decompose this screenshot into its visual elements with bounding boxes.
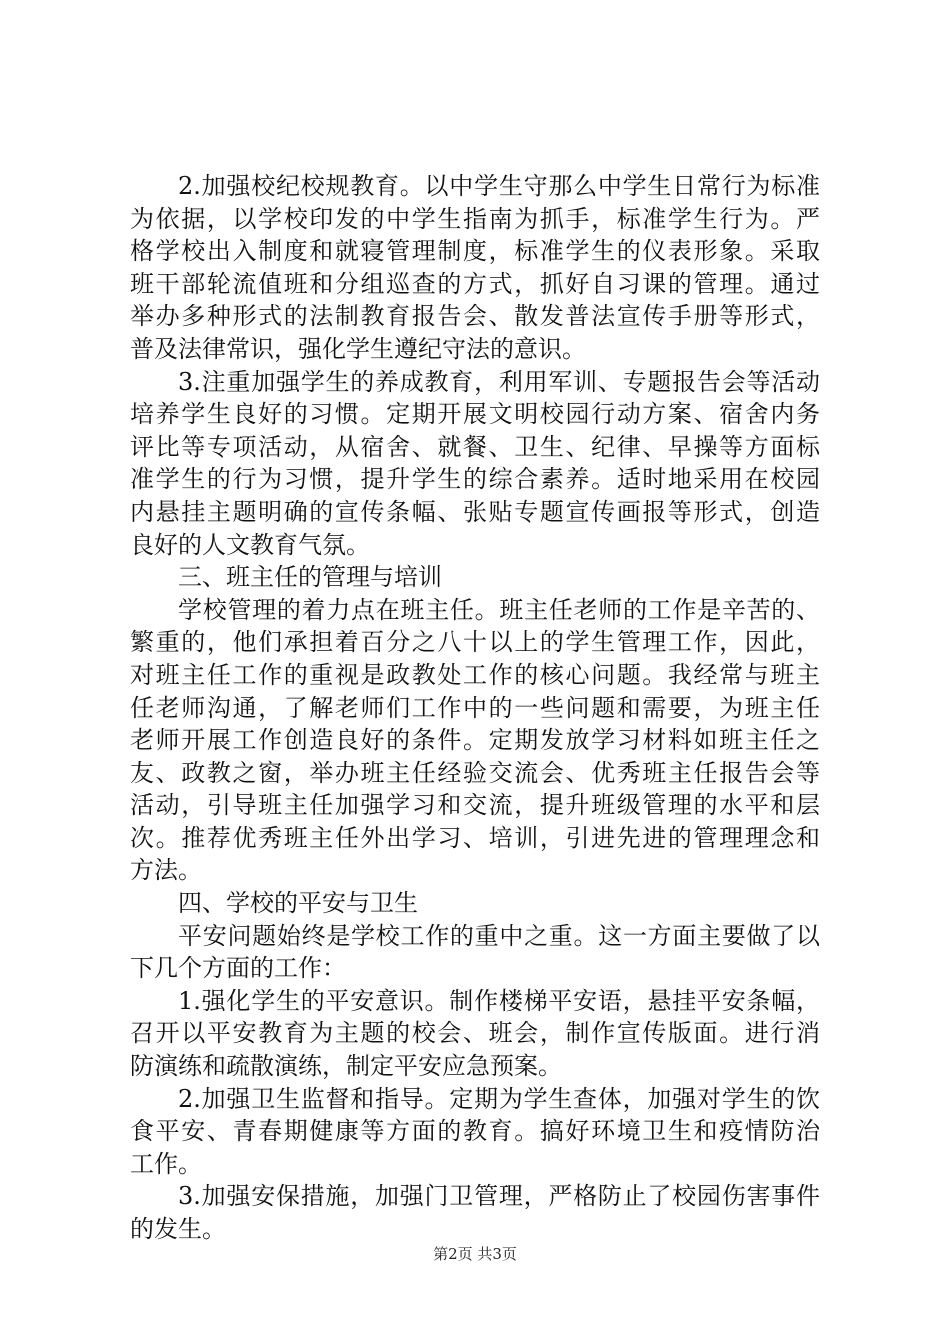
paragraph-line: 下几个方面的工作： <box>130 954 346 983</box>
paragraph-line: 准学生的行为习惯，提升学生的综合素养。适时地采用在校园 <box>130 465 820 494</box>
paragraph <box>130 366 820 562</box>
paragraph-line: 评比等专项活动，从宿舍、就餐、卫生、纪律、早操等方面标 <box>130 432 820 461</box>
paragraph-line: 方法。 <box>130 856 202 885</box>
heading-text: 四、学校的平安与卫生 <box>178 889 418 918</box>
paragraph <box>130 985 820 1083</box>
paragraph-line: 任老师沟通，了解老师们工作中的一些问题和需要，为班主任 <box>130 693 820 722</box>
paragraph-line: 工作。 <box>130 1149 202 1178</box>
paragraph <box>130 1180 820 1245</box>
paragraph-line: 2.加强卫生监督和指导。定期为学生查体，加强对学生的饮 <box>178 1084 820 1113</box>
paragraph-line: 3.加强安保措施，加强门卫管理，严格防止了校园伤害事件 <box>178 1182 820 1211</box>
paragraph-line: 普及法律常识，强化学生遵纪守法的意识。 <box>130 334 586 363</box>
paragraph-line: 举办多种形式的法制教育报告会、散发普法宣传手册等形式， <box>130 302 820 331</box>
document-body <box>130 170 820 1246</box>
paragraph-line: 2.加强校纪校规教育。以中学生守那么中学生日常行为标准 <box>178 172 820 200</box>
paragraph-line: 的发生。 <box>130 1215 226 1243</box>
paragraph-line: 1.强化学生的平安意识。制作楼梯平安语，悬挂平安条幅， <box>178 986 820 1015</box>
paragraph-line: 召开以平安教育为主题的校会、班会，制作宣传版面。进行消 <box>130 1019 820 1048</box>
paragraph-line: 培养学生良好的习惯。定期开展文明校园行动方案、宿舍内务 <box>130 400 820 429</box>
section-heading <box>130 561 820 594</box>
section-heading <box>130 887 820 920</box>
paragraph-line: 食平安、青春期健康等方面的教育。搞好环境卫生和疫情防治 <box>130 1117 820 1146</box>
paragraph <box>130 170 820 366</box>
paragraph-line: 老师开展工作创造良好的条件。定期发放学习材料如班主任之 <box>130 726 820 755</box>
paragraph <box>130 594 820 887</box>
paragraph-line: 为依据，以学校印发的中学生指南为抓手，标准学生行为。严 <box>130 204 820 233</box>
paragraph-line: 对班主任工作的重视是政教处工作的核心问题。我经常与班主 <box>130 660 820 689</box>
paragraph-line: 防演练和疏散演练，制定平安应急预案。 <box>130 1052 562 1081</box>
paragraph-line: 班干部轮流值班和分组巡查的方式，抓好自习课的管理。通过 <box>130 269 820 298</box>
heading-text: 三、班主任的管理与培训 <box>178 563 442 592</box>
paragraph-line: 活动，引导班主任加强学习和交流，提升班级管理的水平和层 <box>130 791 820 820</box>
paragraph-line: 良好的人文教育气氛。 <box>130 530 370 559</box>
paragraph <box>130 1083 820 1181</box>
paragraph-line: 内悬挂主题明确的宣传条幅、张贴专题宣传画报等形式，创造 <box>130 497 820 526</box>
paragraph-line: 3.注重加强学生的养成教育，利用军训、专题报告会等活动 <box>178 367 820 396</box>
paragraph-line: 学校管理的着力点在班主任。班主任老师的工作是辛苦的、 <box>178 595 820 624</box>
paragraph-line: 友、政教之窗，举办班主任经验交流会、优秀班主任报告会等 <box>130 758 820 787</box>
page-footer: 第2页 共3页 <box>433 1245 517 1263</box>
paragraph-line: 繁重的，他们承担着百分之八十以上的学生管理工作，因此， <box>130 628 820 657</box>
paragraph <box>130 920 820 985</box>
paragraph-line: 平安问题始终是学校工作的重中之重。这一方面主要做了以 <box>178 921 820 950</box>
paragraph-line: 次。推荐优秀班主任外出学习、培训，引进先进的管理理念和 <box>130 823 820 852</box>
paragraph-line: 格学校出入制度和就寝管理制度，标准学生的仪表形象。采取 <box>130 237 820 266</box>
